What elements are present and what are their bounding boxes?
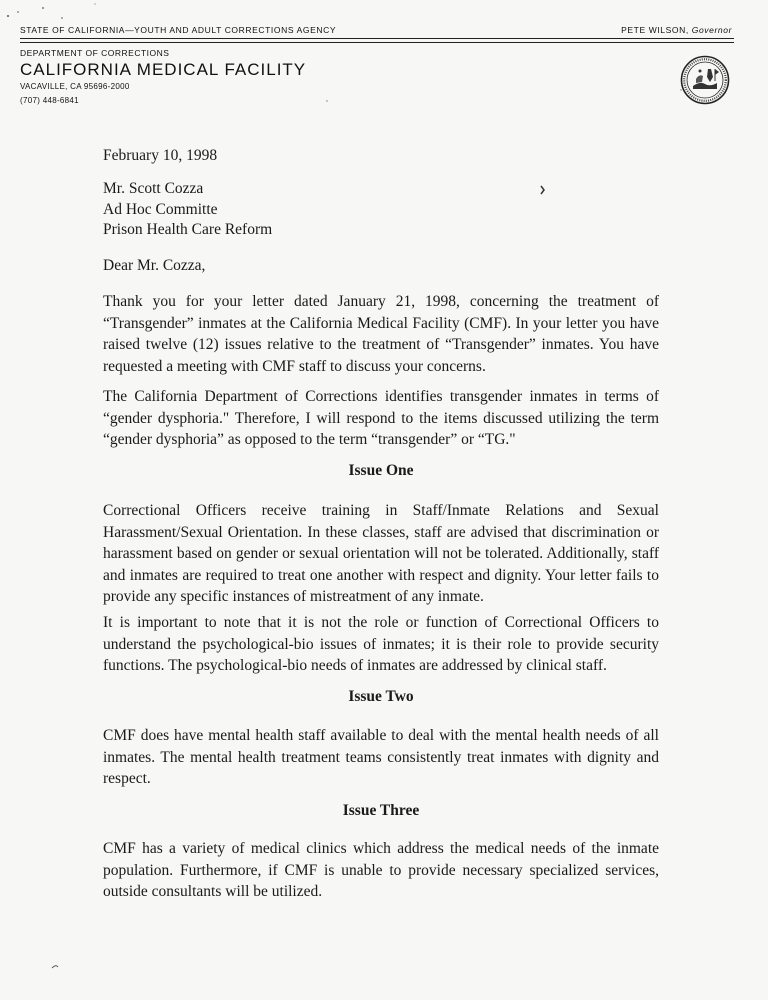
facility-phone: (707) 448-6841 (20, 96, 79, 105)
issue-one-heading: Issue One (348, 462, 414, 479)
governor-line (621, 25, 732, 35)
recipient-name: Mr. Scott Cozza (103, 180, 204, 197)
issue-three-paragraph: CMF has a variety of medical clinics which address the medical needs of the inmate population. Furthermore, if CMF is unable to provide necessary specialized services, outside consultants will be utilized. (103, 840, 659, 900)
issue-two-paragraph: CMF does have mental health staff available to deal with the mental health needs of all inmates. The mental health treatment teams consistently treat inmates with dignity and respect. (103, 727, 659, 787)
paragraph-terminology: The California Department of Corrections identifies transgender inmates in terms of “gender dysphoria." Therefore, I will respond to the items discussed utilizing the term “gender dysphoria” as opposed to the term “transgender” or “TG." (103, 388, 659, 448)
recipient-committee: Ad Hoc Committe (103, 201, 218, 218)
recipient-organization: Prison Health Care Reform (103, 221, 273, 238)
header-rule-thin (20, 42, 734, 43)
state-seal-icon (680, 55, 730, 105)
issue-one-paragraph-2: It is important to note that it is not the role or function of Correctional Officers to understand the psychological-bio issues of inmates; it is their role to provide security functions. The psychological-bio needs of inmates are addressed by clinical staff. (103, 614, 659, 674)
agency-header: STATE OF CALIFORNIA—YOUTH AND ADULT CORRECTIONS AGENCY (20, 25, 337, 35)
department-name: DEPARTMENT OF CORRECTIONS (20, 48, 170, 58)
issue-one-paragraph-1: Correctional Officers receive training in Staff/Inmate Relations and Sexual Harassment/Sexual Orientation. In these classes, staff are advised that discrimination or harassment based on gender or sexual orientation will not be tolerated. Additionally, staff and inmates are required to treat one another with respect and dignity. Your letter fails to provide any specific instances of mistreatment of any inmate. (103, 502, 659, 605)
header-rule-thick (20, 38, 734, 39)
paragraph-intro: Thank you for your letter dated January 21, 1998, concerning the treatment of “Transgender” inmates at the California Medical Facility (CMF). In your letter you have raised twelve (12) issues relative to the treatment of “Transgender” inmates. You have requested a meeting with CMF staff to discuss your concerns. (103, 293, 659, 375)
issue-three-heading: Issue Three (342, 802, 420, 819)
governor-title: Governor (691, 25, 732, 35)
governor-name: PETE WILSON, (621, 25, 689, 35)
facility-name: CALIFORNIA MEDICAL FACILITY (20, 60, 307, 79)
facility-address: VACAVILLE, CA 95696-2000 (20, 82, 130, 91)
salutation: Dear Mr. Cozza, (103, 257, 206, 274)
letter-date: February 10, 1998 (103, 147, 218, 164)
issue-two-heading: Issue Two (348, 688, 414, 705)
